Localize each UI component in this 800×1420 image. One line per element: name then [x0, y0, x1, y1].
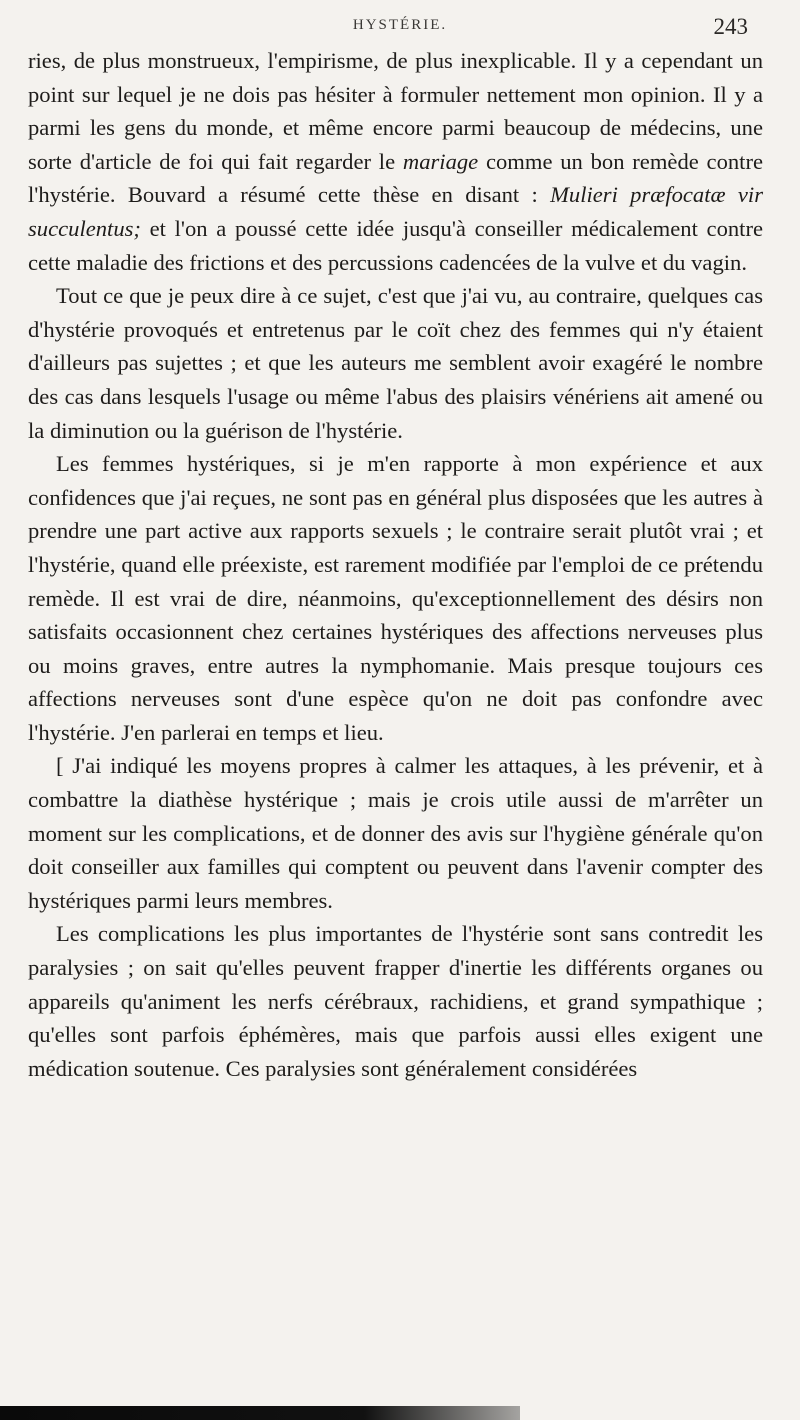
- body-text: [28, 44, 763, 1085]
- running-title: HYSTÉRIE.: [352, 17, 448, 33]
- page-header: [0, 10, 800, 40]
- paragraph-1-text-2: comme un bon remède contre l'hystérie. Bouvard a résumé cette thèse en disant :: [28, 148, 763, 208]
- paragraph-1-text-3: et l'on a poussé cette idée jusqu'à conseiller médicalement contre cette maladie des frictions et des percussions cadencées de la vulve et du vagin.: [28, 215, 763, 275]
- paragraph-1-italic-mariage: mariage: [402, 148, 479, 174]
- paragraph-1: [28, 44, 763, 279]
- paragraph-2: Tout ce que je peux dire à ce sujet, c'est que j'ai vu, au contraire, quelques cas d'hystérie provoqués et entretenus par le coït chez des femmes qui n'y étaient d'ailleurs pas sujettes ; et que les auteurs me semblent avoir exagéré le nombre des cas dans lesquels l'usage ou même l'abus des plaisirs vénériens ait amené ou la diminution ou la guérison de l'hystérie.: [28, 283, 763, 443]
- page-number: 243: [713, 14, 748, 39]
- paragraph-4: [ J'ai indiqué les moyens propres à calmer les attaques, à les prévenir, et à combattre la diathèse hystérique ; mais je crois utile aussi de m'arrêter un moment sur les complications, et de donner des avis sur l'hygiène générale qu'on doit conseiller aux familles qui comptent ou peuvent dans l'avenir compter des hystériques parmi leurs membres.: [28, 753, 763, 913]
- paragraph-5: Les complications les plus importantes de l'hystérie sont sans contredit les paralysies ; on sait qu'elles peuvent frapper d'inertie les différents organes ou appareils qu'animent les nerfs cérébraux, rachidiens, et grand sympathique ; qu'elles sont parfois éphémères, mais que parfois aussi elles exigent une médication soutenue. Ces paralysies sont généralement considérées: [28, 921, 763, 1081]
- page-edge-shadow: [0, 1406, 520, 1420]
- paragraph-1-latin-quote: Mulieri præfocatæ vir succulentus;: [28, 182, 763, 241]
- paragraph-3: Les femmes hystériques, si je m'en rapporte à mon expérience et aux confidences que j'ai reçues, ne sont pas en général plus disposées que les autres à prendre une part active aux rapports sexuels ; le contraire serait plutôt vrai ; et l'hystérie, quand elle préexiste, est rarement modifiée par l'emploi de ce prétendu remède. Il est vrai de dire, néanmoins, qu'exceptionnellement des désirs non satisfaits occasionnent chez certaines hystériques des affections nerveuses plus ou moins graves, entre autres la nymphomanie. Mais presque toujours ces affections nerveuses sont d'une espèce qu'on ne doit pas confondre avec l'hystérie. J'en parlerai en temps et lieu.: [28, 451, 763, 745]
- paragraph-1-text: ries, de plus monstrueux, l'empirisme, de plus inexplicable. Il y a cependant un point sur lequel je ne dois pas hésiter à formuler nettement mon opinion. Il y a parmi les gens du monde, et même encore parmi beaucoup de médecins, une sorte d'article de foi qui fait regarder le: [28, 48, 763, 174]
